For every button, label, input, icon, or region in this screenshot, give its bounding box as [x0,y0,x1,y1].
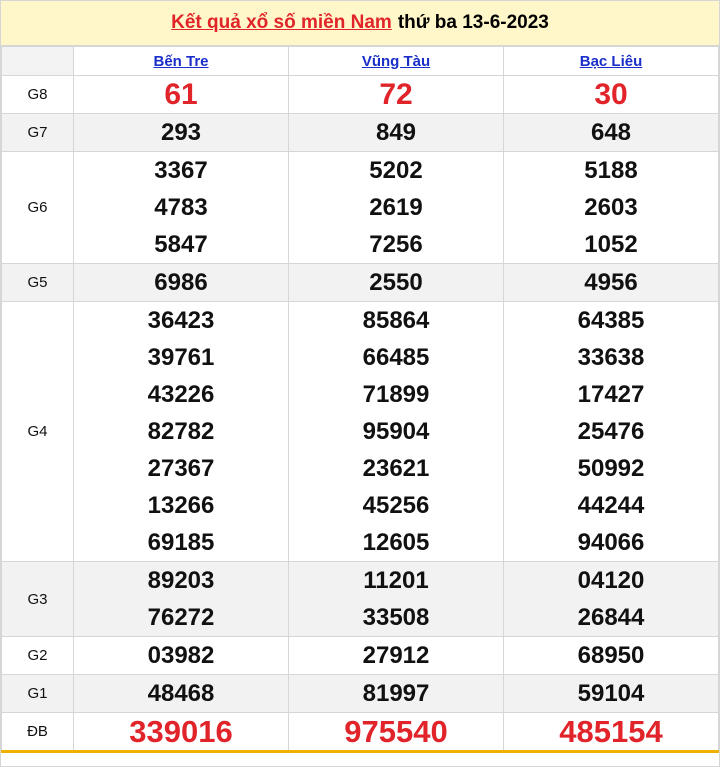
result-number: 33638 [577,344,645,371]
prize-label: G7 [2,114,74,152]
result-number: 89203 [147,567,215,594]
prize-cell [504,264,719,302]
prize-label: G3 [2,562,74,637]
result-number: 4783 [154,194,208,221]
prize-cell [504,152,719,264]
result-number: 61 [164,78,198,111]
results-date: thứ ba 13-6-2023 [397,12,549,33]
result-number: 33508 [362,604,430,631]
result-number: 64385 [577,307,645,334]
prize-label: G1 [2,675,74,713]
result-number: 17427 [577,381,645,408]
prize-label: G2 [2,637,74,675]
result-number: 25476 [577,418,645,445]
result-number: 293 [160,119,202,146]
province-header [289,47,504,76]
result-number: 59104 [577,680,645,707]
prize-cell [504,675,719,713]
prize-label: ĐB [2,713,74,752]
result-number: 76272 [147,604,215,631]
province-header [74,47,289,76]
result-number: 71899 [362,381,430,408]
prize-cell [74,637,289,675]
results-table [1,46,719,753]
result-number: 339016 [129,714,233,749]
result-number: 36423 [147,307,215,334]
prize-cell [74,264,289,302]
result-number: 4956 [584,269,638,296]
province-header [504,47,719,76]
results-title [1,1,719,46]
header-corner [2,47,74,76]
prize-cell [289,562,504,637]
prize-cell [289,264,504,302]
province-link-ben-tre[interactable]: Bến Tre [153,52,209,70]
prize-row [2,562,719,637]
prize-cell [504,76,719,114]
result-number: 39761 [147,344,215,371]
prize-cell [74,302,289,562]
result-number: 82782 [147,418,215,445]
prize-row [2,637,719,675]
result-number: 648 [590,119,632,146]
prize-cell [74,76,289,114]
result-number: 849 [375,119,417,146]
prize-cell [289,114,504,152]
result-number: 975540 [344,714,448,749]
result-number: 94066 [577,529,645,556]
result-number: 69185 [147,529,215,556]
prize-cell [504,302,719,562]
province-header-row [2,47,719,76]
prize-cell [74,152,289,264]
prize-row [2,302,719,562]
results-title-link[interactable]: Kết quả xổ số miền Nam [171,12,392,33]
result-number: 85864 [362,307,430,334]
result-number: 485154 [559,714,663,749]
prize-cell [504,637,719,675]
result-number: 7256 [369,231,423,258]
prize-row [2,152,719,264]
prize-row [2,713,719,752]
prize-row [2,114,719,152]
result-number: 48468 [147,680,215,707]
prize-cell [74,675,289,713]
prize-label: G5 [2,264,74,302]
result-number: 27912 [362,642,430,669]
result-number: 3367 [154,157,208,184]
result-number: 26844 [577,604,645,631]
prize-cell [504,114,719,152]
result-number: 5202 [369,157,423,184]
result-number: 5188 [584,157,638,184]
prize-label: G6 [2,152,74,264]
result-number: 30 [594,78,628,111]
result-number: 23621 [362,455,430,482]
prize-cell [74,114,289,152]
prize-cell [289,637,504,675]
prize-cell [289,713,504,752]
prize-cell [289,302,504,562]
prize-cell [289,675,504,713]
prize-label: G4 [2,302,74,562]
result-number: 2619 [369,194,423,221]
province-link-vung-tau[interactable]: Vũng Tàu [361,52,431,70]
prize-cell [74,562,289,637]
prize-row [2,264,719,302]
result-number: 13266 [147,492,215,519]
result-number: 45256 [362,492,430,519]
result-number: 2603 [584,194,638,221]
result-number: 04120 [577,567,645,594]
prize-cell [289,76,504,114]
result-number: 95904 [362,418,430,445]
prize-label: G8 [2,76,74,114]
result-number: 44244 [577,492,645,519]
prize-cell [74,713,289,752]
result-number: 6986 [154,269,208,296]
prize-cell [504,713,719,752]
result-number: 27367 [147,455,215,482]
province-link-bac-lieu[interactable]: Bạc Liêu [579,52,643,70]
result-number: 66485 [362,344,430,371]
result-number: 1052 [584,231,638,258]
prize-row [2,76,719,114]
result-number: 68950 [577,642,645,669]
result-number: 11201 [363,567,429,594]
prize-cell [289,152,504,264]
result-number: 50992 [577,455,645,482]
result-number: 03982 [147,642,215,669]
result-number: 43226 [147,381,215,408]
result-number: 81997 [362,680,430,707]
result-number: 2550 [369,269,423,296]
result-number: 72 [379,78,413,111]
prize-cell [504,562,719,637]
prize-row [2,675,719,713]
result-number: 12605 [362,529,430,556]
results-body [2,76,719,752]
result-number: 5847 [154,231,208,258]
